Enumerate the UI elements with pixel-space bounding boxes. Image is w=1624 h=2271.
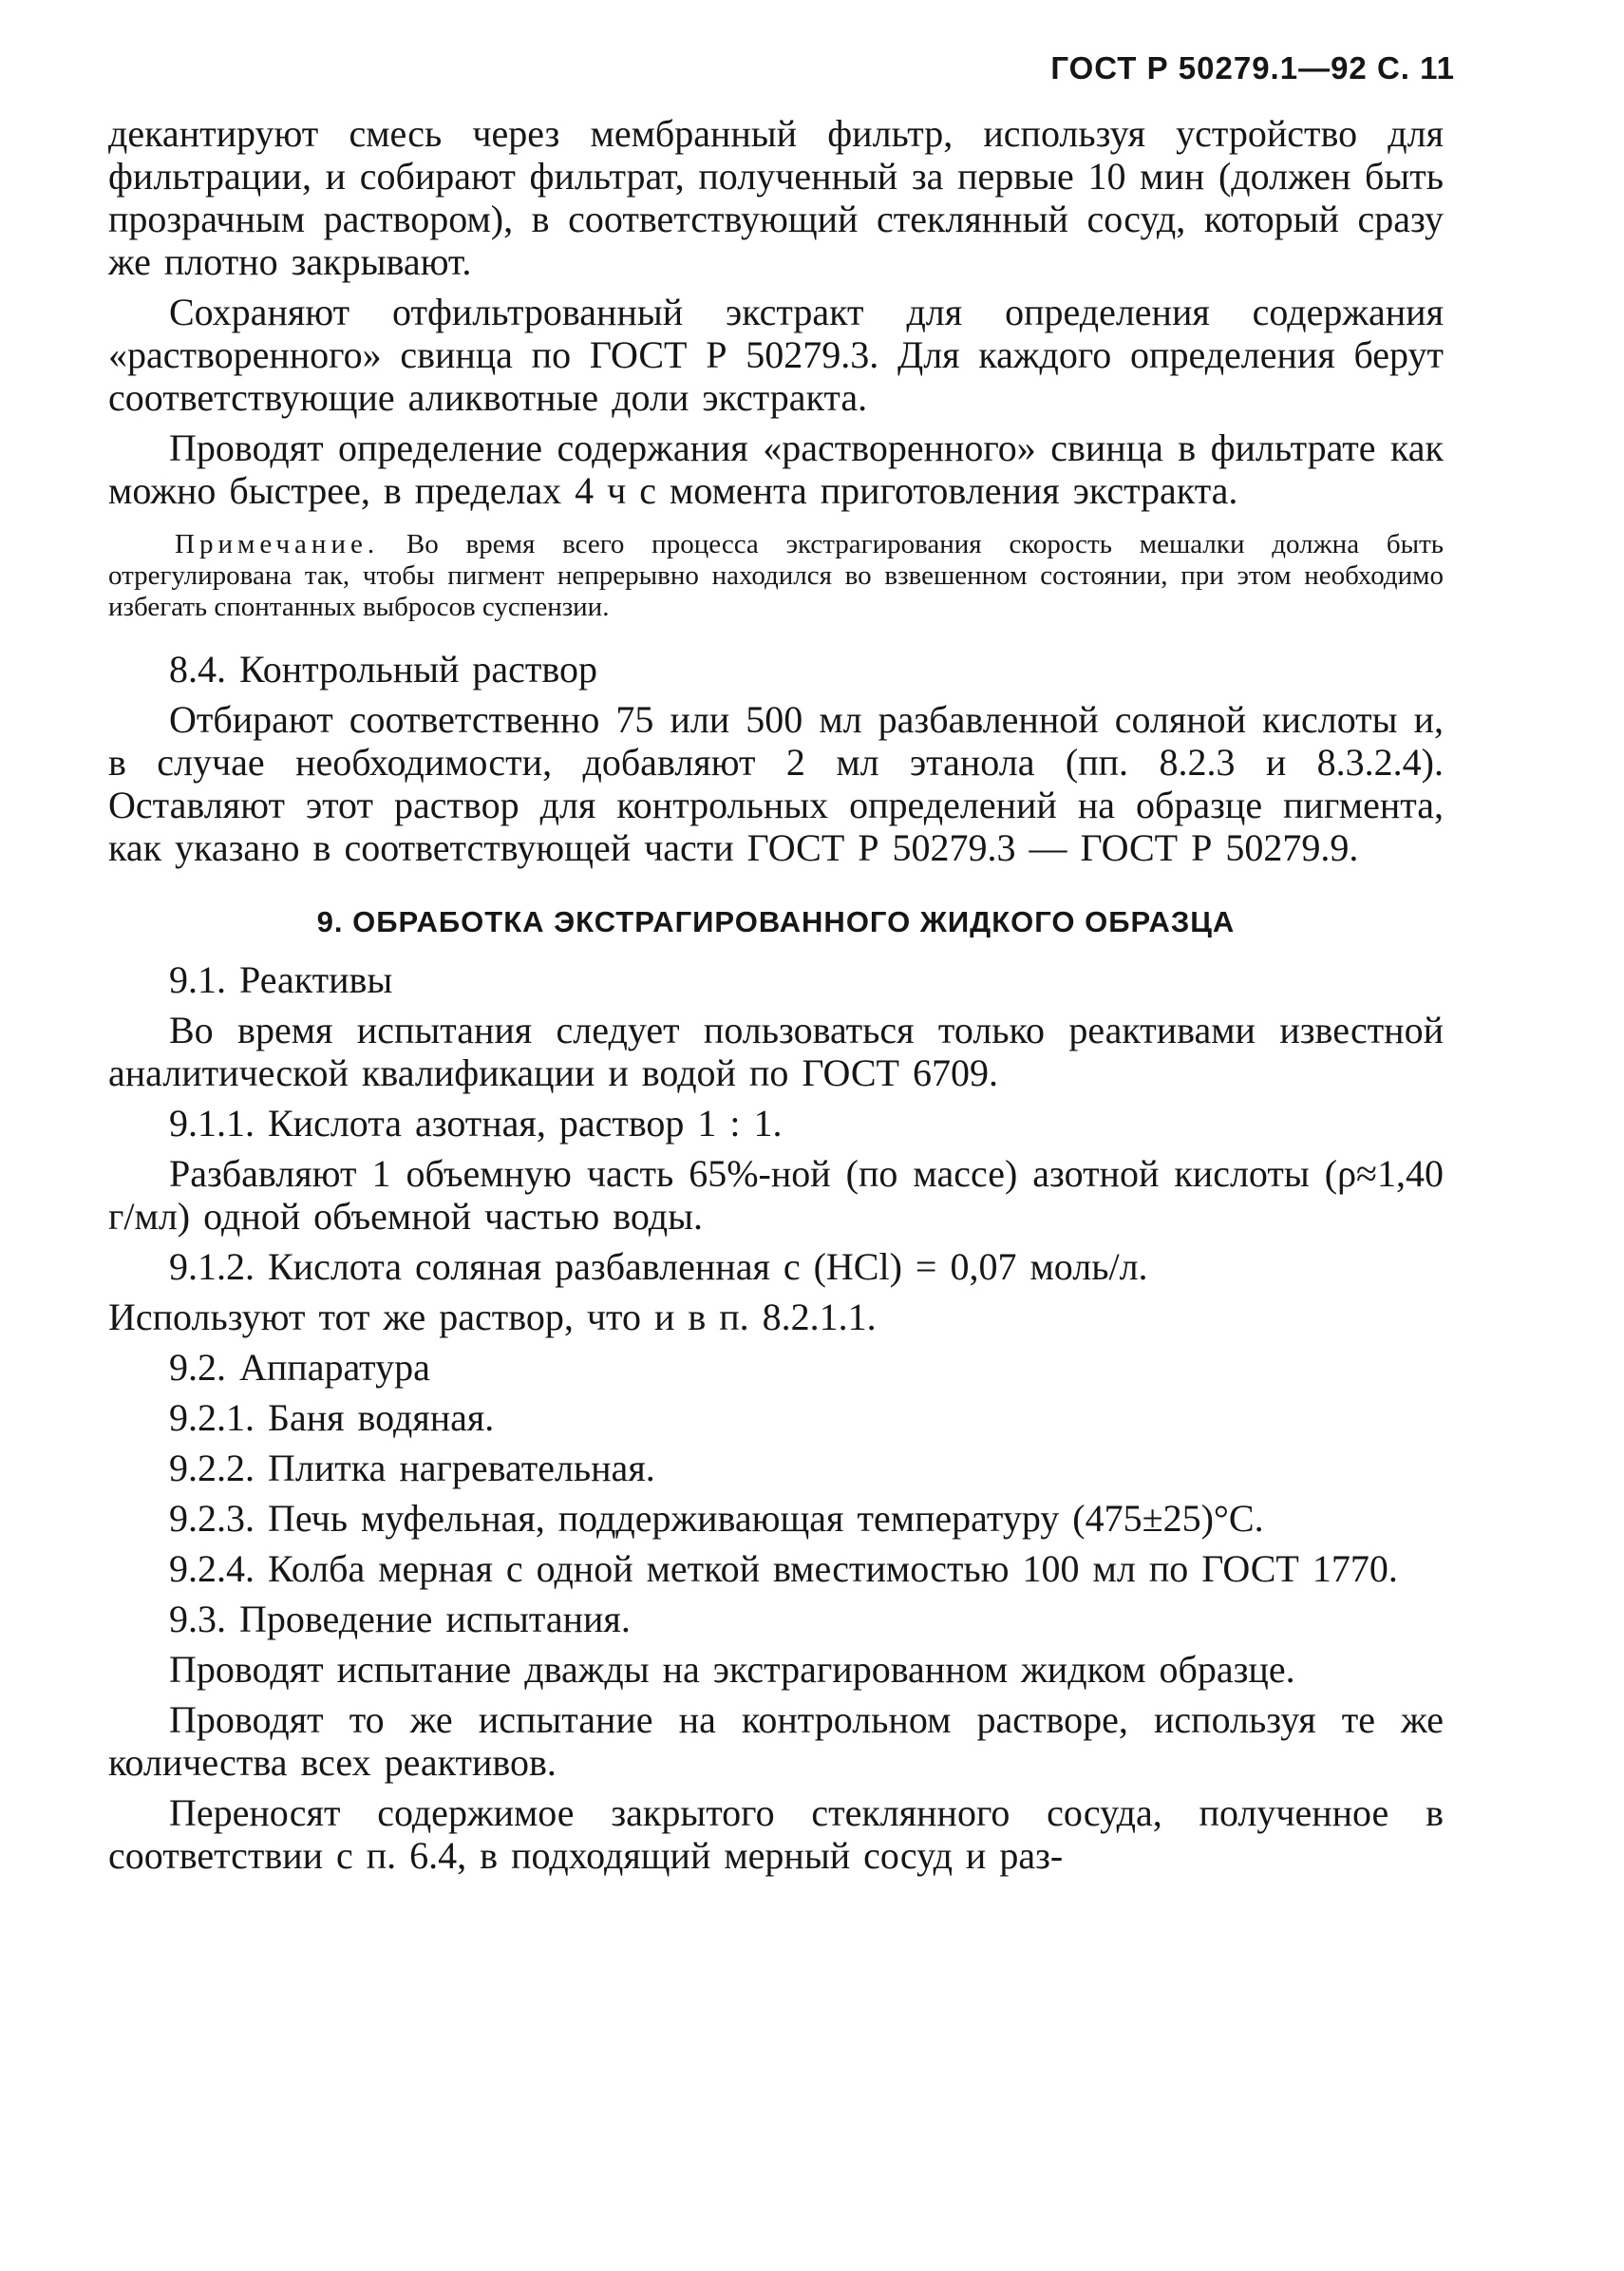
note-label: Примечание. xyxy=(175,529,380,559)
section-9-1-2-text: Используют тот же раствор, что и в п. 8.2.1.1. xyxy=(108,1296,877,1338)
section-9-1-1-title: 9.1.1. Кислота азотная, раствор 1 : 1. xyxy=(169,1102,783,1145)
section-9-1-text: Во время испытания следует пользоваться только реактивами известной аналитической квалификации и водой по ГОСТ 6709. xyxy=(108,1009,1444,1094)
section-9-3-paragraph-3: Переносят содержимое закрытого стеклянного сосуда, полученное в соответствии с п. 6.4, в подходящий мерный сосуд и раз- xyxy=(108,1791,1444,1877)
paragraph-decant: декантируют смесь через мембранный фильтр, используя устройство для фильтрации, и собирают фильтрат, полученный за первые 10 мин (должен быть прозрачным раствором), в соответствующий стеклянный сосуд, который сразу же плотно закрывают. xyxy=(108,112,1444,283)
section-9-3-paragraph-1: Проводят испытание дважды на экстрагированном жидком образце. xyxy=(169,1648,1295,1691)
running-head: ГОСТ Р 50279.1—92 С. 11 xyxy=(1050,50,1455,85)
section-9-2-title: 9.2. Аппаратура xyxy=(169,1346,430,1389)
section-9-1-title: 9.1. Реактивы xyxy=(169,958,393,1001)
note xyxy=(108,529,1444,623)
section-9-2-2: 9.2.2. Плитка нагревательная. xyxy=(169,1447,655,1489)
section-9-heading: 9. ОБРАБОТКА ЭКСТРАГИРОВАННОГО ЖИДКОГО ОБРАЗЦА xyxy=(316,905,1236,938)
section-9-2-3: 9.2.3. Печь муфельная, поддерживающая температуру (475±25)°С. xyxy=(169,1497,1264,1540)
section-9-2-1: 9.2.1. Баня водяная. xyxy=(169,1396,495,1439)
note-text: Во время всего процесса экстрагирования скорость мешалки должна быть отрегулирована так, чтобы пигмент непрерывно находился во взвешенном состоянии, при этом необходимо избегать спонтанных выбросов суспензии. xyxy=(108,529,1444,622)
section-9-3-title: 9.3. Проведение испытания. xyxy=(169,1598,631,1640)
section-8-4-text: Отбирают соответственно 75 или 500 мл разбавленной соляной кислоты и, в случае необходимости, добавляют 2 мл этанола (пп. 8.2.3 и 8.3.2.4). Оставляют этот раствор для контрольных определений на образце пигмента, как указано в соответствующей части ГОСТ Р 50279.3 — ГОСТ Р 50279.9. xyxy=(108,698,1444,869)
paragraph-save-extract: Сохраняют отфильтрованный экстракт для определения содержания «растворенного» свинца по ГОСТ Р 50279.3. Для каждого определения берут соответствующие аликвотные доли экстракта. xyxy=(108,291,1444,419)
section-9-1-2-title: 9.1.2. Кислота соляная разбавленная c (HCl) = 0,07 моль/л. xyxy=(169,1245,1148,1288)
section-9-3-paragraph-2: Проводят то же испытание на контрольном растворе, используя те же количества всех реактивов. xyxy=(108,1698,1444,1784)
section-9-2-4: 9.2.4. Колба мерная с одной меткой вместимостью 100 мл по ГОСТ 1770. xyxy=(169,1547,1398,1590)
paragraph-determination: Проводят определение содержания «растворенного» свинца в фильтрате как можно быстрее, в пределах 4 ч с момента приготовления экстракта. xyxy=(108,426,1444,512)
section-9-1-1-text: Разбавляют 1 объемную часть 65%-ной (по массе) азотной кислоты (ρ≈1,40 г/мл) одной объемной частью воды. xyxy=(108,1152,1444,1238)
section-8-4-title: 8.4. Контрольный раствор xyxy=(169,648,598,691)
